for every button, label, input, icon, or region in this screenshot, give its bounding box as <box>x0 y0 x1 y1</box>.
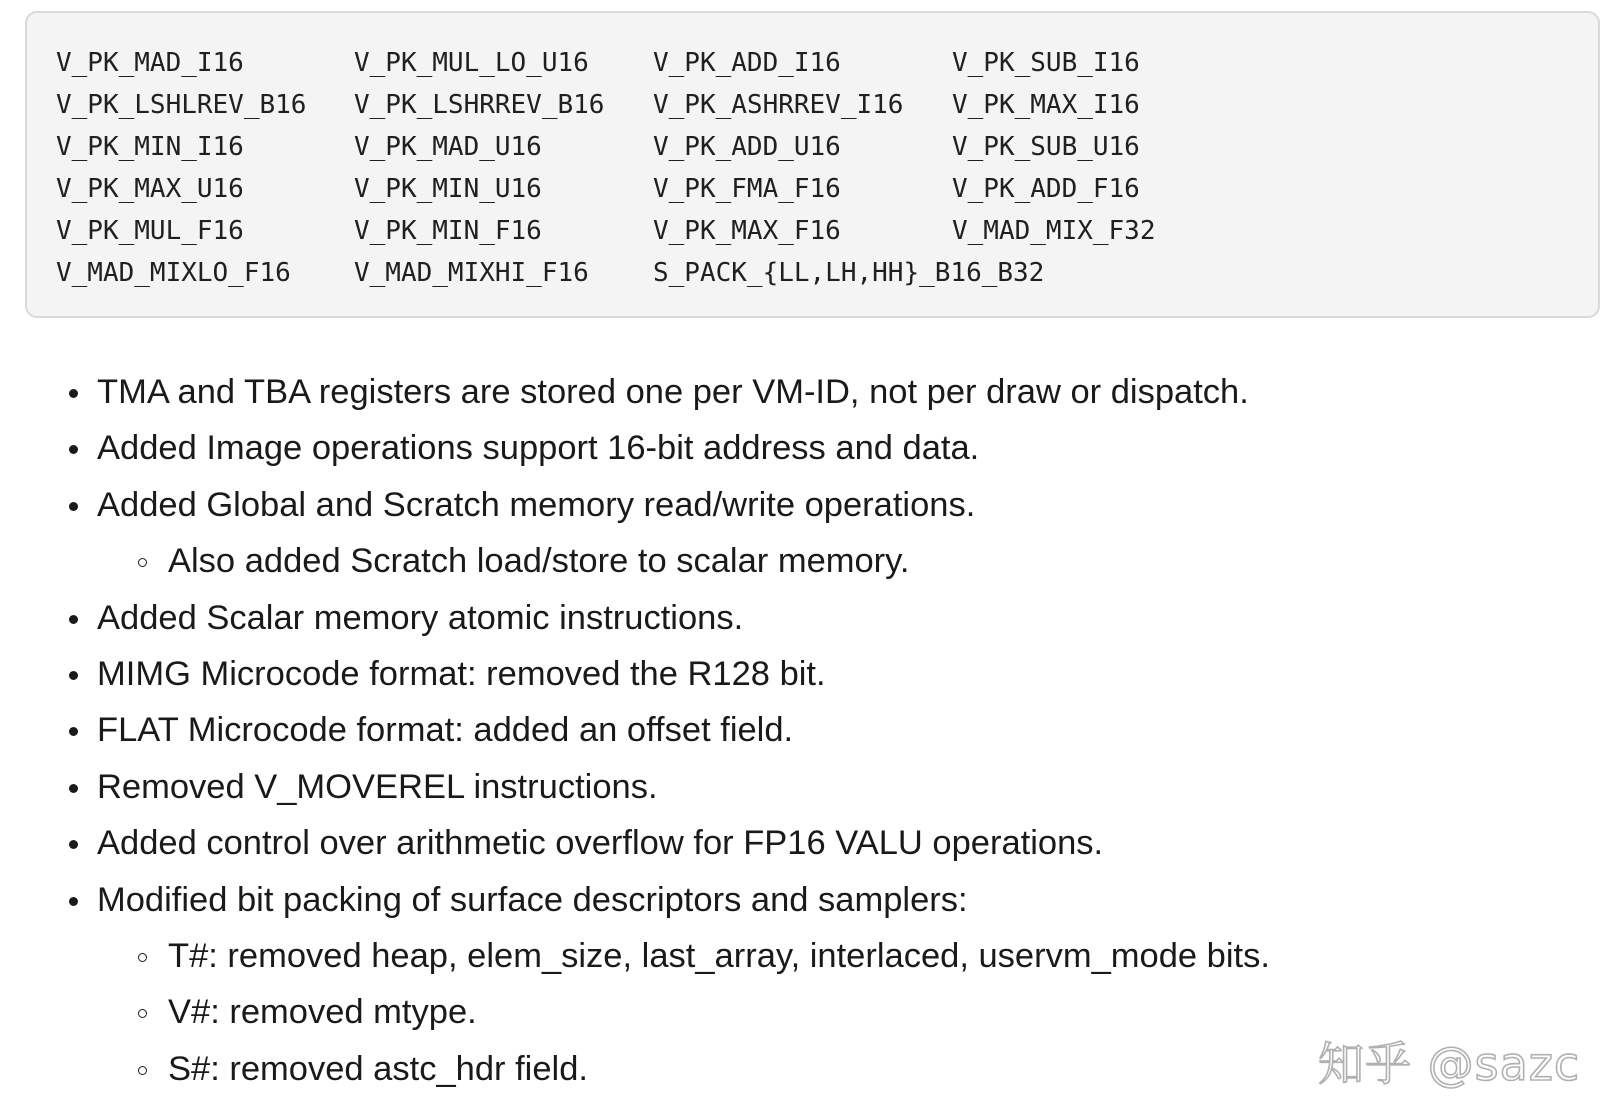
circle-bullet-icon <box>138 558 147 567</box>
instruction-name: V_PK_ADD_I16 <box>653 48 841 78</box>
list-item <box>0 477 1610 533</box>
instruction-name: V_PK_SUB_I16 <box>952 48 1140 78</box>
instruction-name: V_PK_ADD_U16 <box>653 132 841 162</box>
sub-list-item <box>0 928 1610 984</box>
list-item <box>0 872 1610 928</box>
list-item <box>0 364 1610 420</box>
list-item <box>0 702 1610 758</box>
circle-bullet-icon <box>138 953 147 962</box>
disc-bullet-icon <box>69 840 78 849</box>
list-item-text: Added Image operations support 16-bit address and data. <box>97 429 980 468</box>
circle-bullet-icon <box>138 1009 147 1018</box>
watermark: 知乎 @sazc <box>1318 1037 1581 1091</box>
code-block <box>25 11 1600 318</box>
disc-bullet-icon <box>69 389 78 398</box>
list-item-text: S#: removed astc_hdr field. <box>168 1049 588 1088</box>
instruction-name: V_MAD_MIX_F32 <box>952 216 1156 246</box>
instruction-name: V_PK_MIN_F16 <box>354 216 542 246</box>
instruction-grid <box>56 42 1252 294</box>
instruction-name: V_PK_MIN_U16 <box>354 174 542 204</box>
list-item <box>0 590 1610 646</box>
list-item-text: T#: removed heap, elem_size, last_array, interlaced, uservm_mode bits. <box>168 936 1270 975</box>
instruction-name: V_PK_LSHRREV_B16 <box>354 90 605 120</box>
instruction-name: V_PK_MAD_I16 <box>56 48 244 78</box>
disc-bullet-icon <box>69 445 78 454</box>
instruction-name: V_MAD_MIXLO_F16 <box>56 258 291 288</box>
instruction-name: V_PK_MAX_I16 <box>952 90 1140 120</box>
instruction-name: V_PK_SUB_U16 <box>952 132 1140 162</box>
list-item-text: Added Scalar memory atomic instructions. <box>97 598 744 637</box>
instruction-name <box>952 252 1252 294</box>
bullet-list <box>0 364 1610 1097</box>
list-item-text: TMA and TBA registers are stored one per VM-ID, not per draw or dispatch. <box>97 373 1249 411</box>
list-item <box>0 759 1610 815</box>
instruction-name: V_PK_ADD_F16 <box>952 174 1140 204</box>
instruction-name: V_PK_MAD_U16 <box>354 132 542 162</box>
instruction-name: V_PK_MUL_F16 <box>56 216 244 246</box>
list-item-text: MIMG Microcode format: removed the R128 bit. <box>97 654 826 693</box>
list-item-text: Removed V_MOVEREL instructions. <box>97 767 658 806</box>
instruction-name: V_PK_MAX_U16 <box>56 174 244 204</box>
list-item-text: Modified bit packing of surface descriptors and samplers: <box>97 880 968 919</box>
instruction-name: V_PK_MIN_I16 <box>56 132 244 162</box>
instruction-name: V_PK_LSHLREV_B16 <box>56 90 307 120</box>
list-item-text: Also added Scratch load/store to scalar memory. <box>168 542 910 581</box>
instruction-name: V_PK_FMA_F16 <box>653 174 841 204</box>
instruction-name: S_PACK_{LL,LH,HH}_B16_B32 <box>653 258 1045 288</box>
disc-bullet-icon <box>69 897 78 906</box>
instruction-name: V_PK_MAX_F16 <box>653 216 841 246</box>
list-item <box>0 646 1610 702</box>
disc-bullet-icon <box>69 615 78 624</box>
instruction-name: V_PK_MUL_LO_U16 <box>354 48 589 78</box>
list-item <box>0 815 1610 871</box>
sub-list-item <box>0 533 1610 589</box>
instruction-name: V_MAD_MIXHI_F16 <box>354 258 589 288</box>
instruction-name: V_PK_ASHRREV_I16 <box>653 90 904 120</box>
disc-bullet-icon <box>69 784 78 793</box>
list-item-text: Added control over arithmetic overflow for FP16 VALU operations. <box>97 824 1104 863</box>
disc-bullet-icon <box>69 502 78 511</box>
list-item-text: V#: removed mtype. <box>168 993 477 1032</box>
disc-bullet-icon <box>69 727 78 736</box>
list-item <box>0 420 1610 476</box>
disc-bullet-icon <box>69 671 78 680</box>
list-item-text: Added Global and Scratch memory read/write operations. <box>97 485 976 524</box>
circle-bullet-icon <box>138 1066 147 1075</box>
list-item-text: FLAT Microcode format: added an offset field. <box>97 711 794 750</box>
